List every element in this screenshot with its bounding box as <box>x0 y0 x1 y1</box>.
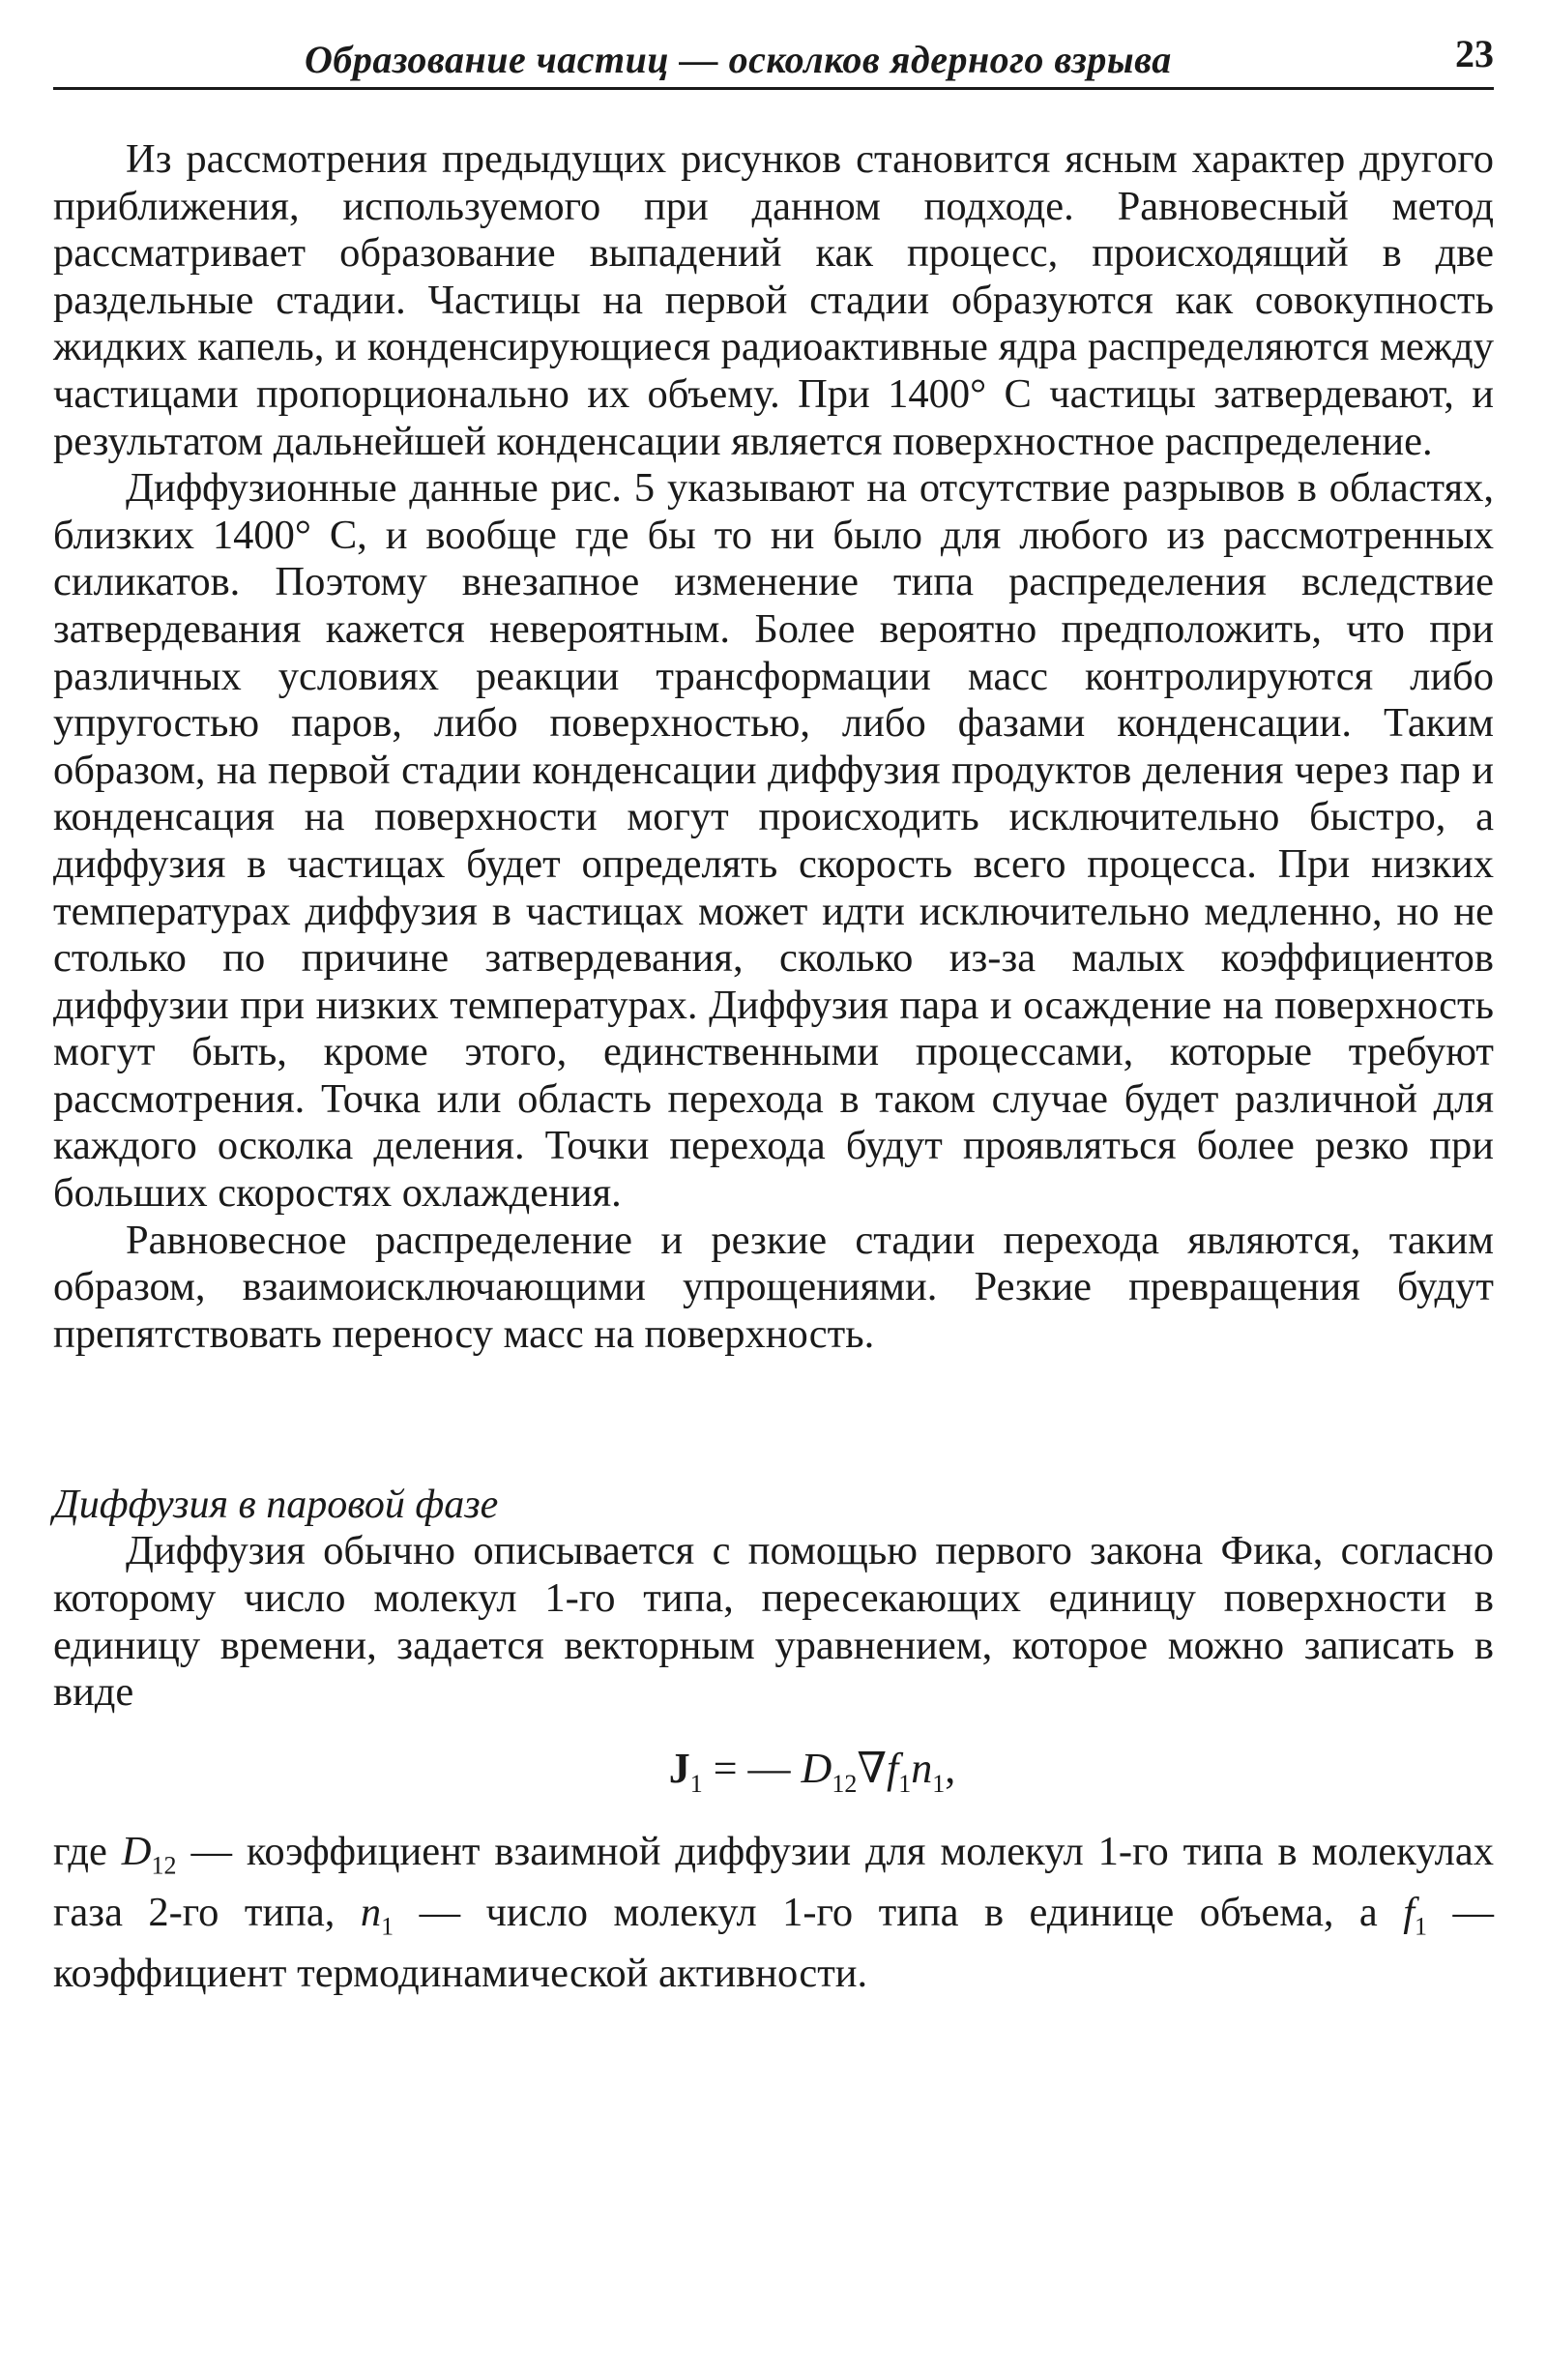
section-intro: Диффузия обычно описывается с помощью первого закона Фика, согласно которому число молекул 1-го типа, пересекающих единицу поверхности в единицу времени, задается векторным уравнением, которое можно записать в виде <box>53 1528 1494 1716</box>
eq-nabla: ∇ <box>857 1744 888 1792</box>
equation <box>53 1740 1494 1813</box>
eq-tail: , <box>945 1744 956 1792</box>
where-part2: — число молекул 1-го типа в единице объема, а <box>394 1889 1404 1935</box>
section-body <box>53 1528 1494 1716</box>
where-d-sub: 12 <box>151 1851 177 1880</box>
where-n: n <box>360 1889 382 1935</box>
section-heading: Диффузия в паровой фазе <box>53 1483 499 1528</box>
where-part1: — коэффициент взаимной диффузии для молекул 1-го типа в молекулах газа 2-го типа, <box>53 1828 1494 1935</box>
eq-d-sub: 12 <box>832 1769 858 1798</box>
running-title: Образование частиц — осколков ядерного взрыва <box>305 38 1172 81</box>
paragraph: Равновесное распределение и резкие стадии перехода являются, таким образом, взаимоисключающими упрощениями. Резкие превращения будут препятствовать переносу масс на поверхность. <box>53 1217 1494 1357</box>
eq-f: f <box>887 1744 899 1792</box>
where-f: f <box>1403 1889 1416 1935</box>
page-number: 23 <box>1455 32 1494 75</box>
eq-equals: = — <box>702 1744 802 1792</box>
eq-lhs-sub: 1 <box>689 1769 703 1798</box>
where-n-sub: 1 <box>381 1912 394 1941</box>
running-header <box>53 29 1494 90</box>
paragraph: Диффузионные данные рис. 5 указывают на отсутствие разрывов в областях, близких 1400° С, и вообще где бы то ни было для любого из рассмотренных силикатов. Поэтому внезапное изменение типа распределения вследствие затвердевания кажется невероятным. Более вероятно предположить, что при различных условиях реакции трансформации масс контролируются либо упругостью паров, либо поверхностью, либо фазами конденсации. Таким образом, на первой стадии конденсации диффузия продуктов деления через пар и конденсация на поверхности могут происходить исключительно быстро, а диффузия в частицах будет определять скорость всего процесса. При низких температурах диффузия в частицах может идти исключительно медленно, но не столько по причине затвердевания, сколько из-за малых коэффициентов диффузии при низких температурах. Диффузия пара и осаждение на поверхность могут быть, кроме этого, единственными процессами, которые требуют рассмотрения. Точка или область перехода в таком случае будет различной для каждого осколка деления. Точки перехода будут проявляться более резко при больших скоростях охлаждения. <box>53 465 1494 1217</box>
where-d: D <box>121 1828 152 1874</box>
eq-d: D <box>801 1744 832 1792</box>
eq-n: n <box>911 1744 933 1792</box>
where-lead: где <box>53 1828 122 1874</box>
eq-f-sub: 1 <box>898 1769 912 1798</box>
eq-n-sub: 1 <box>932 1769 946 1798</box>
where-part3: — коэффициент термодинамической активности. <box>53 1889 1494 1996</box>
where-text <box>53 1829 1494 1998</box>
paragraph: Из рассмотрения предыдущих рисунков становится ясным характер другого приближения, используемого при данном подходе. Равновесный метод рассматривает образование выпадений как процесс, происходящий в две раздельные стадии. Частицы на первой стадии образуются как совокупность жидких капель, и конденсирующиеся радиоактивные ядра распределяются между частицами пропорционально их объему. При 1400° С частицы затвердевают, и результатом дальнейшей конденсации является поверхностное распределение. <box>53 136 1494 464</box>
body-text <box>53 136 1494 1358</box>
where-paragraph <box>53 1829 1494 1998</box>
eq-lhs: J <box>668 1744 690 1792</box>
page <box>53 29 1494 1997</box>
where-f-sub: 1 <box>1415 1912 1428 1941</box>
